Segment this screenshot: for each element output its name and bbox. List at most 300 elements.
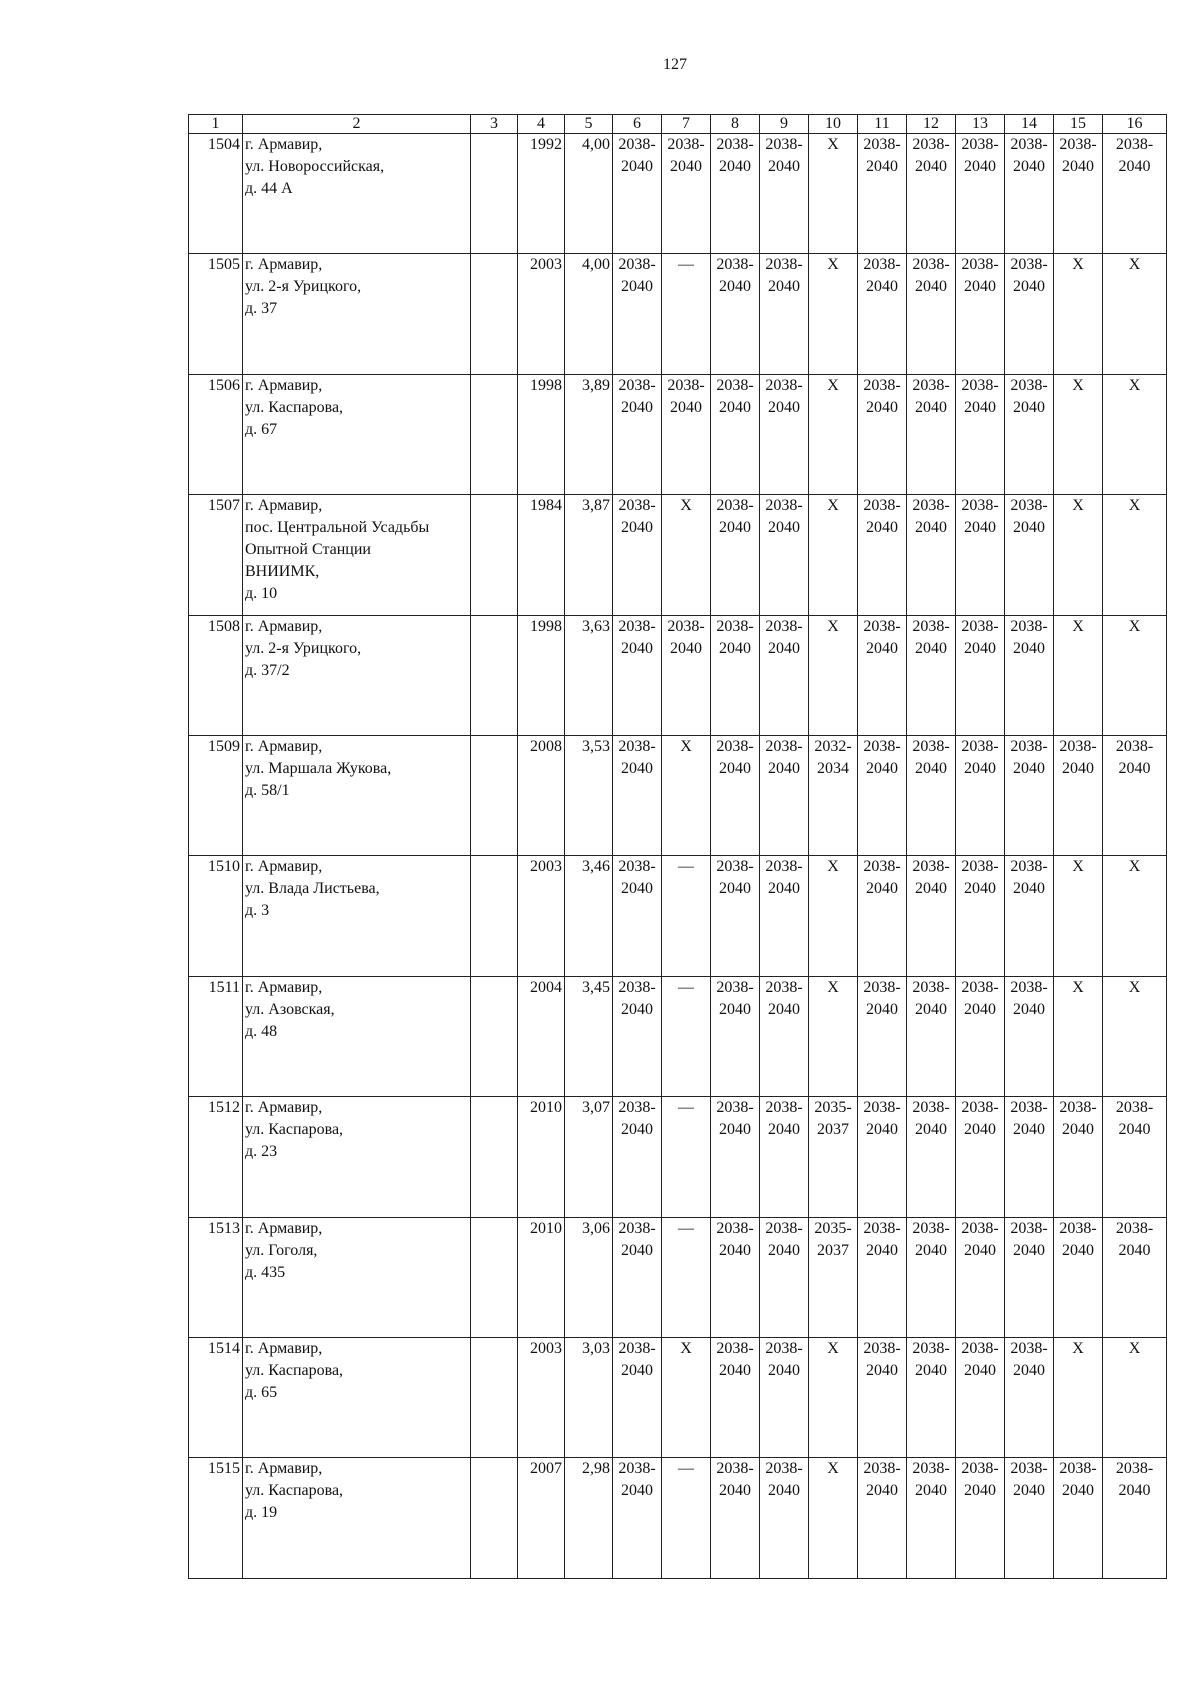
period-cell-col-14 <box>1005 134 1054 254</box>
address-line: г. Армавир, <box>245 376 323 394</box>
period-line: 2040 <box>964 519 996 537</box>
period-line: 2040 <box>719 1000 751 1018</box>
period-line: 2040 <box>866 639 898 657</box>
period-line: Х <box>1128 978 1141 996</box>
area-cell: 3,06 <box>565 1217 613 1337</box>
area-cell: 4,00 <box>565 134 613 254</box>
period-line: 2040 <box>1118 158 1151 175</box>
period-line: 2038- <box>618 1340 656 1358</box>
period-cell-col-9 <box>760 615 809 735</box>
table-row <box>189 254 1167 374</box>
period-line: 2040 <box>866 278 898 296</box>
address-cell <box>243 374 471 494</box>
period-line: 2040 <box>915 158 947 175</box>
table-row <box>189 374 1167 494</box>
period-line: 2038- <box>912 256 950 274</box>
period-cell-col-11 <box>858 495 907 615</box>
period-line: 2038- <box>618 858 656 876</box>
period-cell-col-9 <box>760 1217 809 1337</box>
period-cell-col-16 <box>1103 976 1167 1096</box>
period-cell-col-9 <box>760 1338 809 1458</box>
period-cell-col-6 <box>613 1458 662 1579</box>
period-line: 2040 <box>719 398 751 416</box>
period-cell-col-16 <box>1103 736 1167 856</box>
period-line: 2040 <box>768 880 800 898</box>
period-line: 2038- <box>1010 1460 1048 1478</box>
period-line: 2038- <box>1059 1099 1097 1117</box>
period-cell-col-6 <box>613 254 662 374</box>
table-body <box>189 134 1167 1579</box>
period-cell-col-14 <box>1005 615 1054 735</box>
period-line: 2038- <box>765 256 803 274</box>
period-line: 2038- <box>765 1099 803 1117</box>
period-cell-col-13 <box>956 856 1005 976</box>
period-line: 2038- <box>765 858 803 876</box>
period-cell-col-15 <box>1054 856 1103 976</box>
address-line: д. 67 <box>245 420 278 438</box>
period-line: 2038- <box>1059 738 1097 756</box>
period-line: 2040 <box>1013 760 1045 778</box>
address-line: ул. Каспарова, <box>245 1121 344 1139</box>
period-cell-col-12 <box>907 495 956 615</box>
column-3-cell <box>471 1097 518 1217</box>
table-row <box>189 615 1167 735</box>
period-line: Х <box>1072 858 1084 876</box>
period-line: 2040 <box>621 880 653 898</box>
period-line: 2038- <box>618 617 656 635</box>
period-cell-col-8 <box>711 736 760 856</box>
period-cell-col-7 <box>662 615 711 735</box>
address-cell <box>243 1097 471 1217</box>
period-cell-col-12 <box>907 254 956 374</box>
period-line: 2040 <box>1013 158 1045 175</box>
period-line: 2038- <box>912 1099 950 1117</box>
table-row <box>189 856 1167 976</box>
period-cell-col-10 <box>809 856 858 976</box>
period-line: 2040 <box>1013 278 1045 296</box>
table-row <box>189 976 1167 1096</box>
period-cell-col-10 <box>809 976 858 1096</box>
period-cell-col-11 <box>858 1097 907 1217</box>
period-cell-col-14 <box>1005 736 1054 856</box>
period-line: 2040 <box>621 1362 653 1380</box>
period-cell-col-10 <box>809 1217 858 1337</box>
period-line: 2038- <box>1010 136 1048 153</box>
column-header-1: 1 <box>189 115 243 134</box>
period-cell-col-8 <box>711 615 760 735</box>
address-line: Опытной Станции <box>245 541 371 559</box>
period-line: 2040 <box>621 1121 653 1139</box>
row-number: 1504 <box>189 134 243 254</box>
period-line: Х <box>827 376 839 394</box>
period-line: 2040 <box>1013 1362 1045 1380</box>
column-header-2: 2 <box>243 115 471 134</box>
period-line: 2040 <box>670 158 702 175</box>
address-line: д. 58/1 <box>245 782 290 800</box>
period-cell-col-8 <box>711 1338 760 1458</box>
period-cell-col-12 <box>907 1217 956 1337</box>
period-cell-col-9 <box>760 736 809 856</box>
area-cell: 2,98 <box>565 1458 613 1579</box>
period-line: 2040 <box>1013 519 1045 537</box>
address-line: д. 48 <box>245 1022 278 1040</box>
address-line: д. 65 <box>245 1384 278 1402</box>
period-line: 2040 <box>915 398 947 416</box>
period-cell-col-13 <box>956 134 1005 254</box>
period-cell-col-15 <box>1054 134 1103 254</box>
period-cell-col-10 <box>809 1097 858 1217</box>
table-header <box>189 115 1167 134</box>
period-cell-col-13 <box>956 374 1005 494</box>
period-cell-col-9 <box>760 134 809 254</box>
period-line: 2038- <box>1115 1099 1154 1117</box>
period-line: 2040 <box>964 1000 996 1018</box>
address-cell <box>243 736 471 856</box>
period-line: 2038- <box>618 738 656 756</box>
period-cell-col-9 <box>760 374 809 494</box>
period-line: 2038- <box>961 1099 999 1117</box>
period-line: 2038- <box>912 136 950 153</box>
area-cell: 3,03 <box>565 1338 613 1458</box>
period-line: 2038- <box>912 738 950 756</box>
period-line: 2040 <box>1118 1121 1151 1139</box>
period-line: 2038- <box>961 136 999 153</box>
period-line: 2038- <box>618 1099 656 1117</box>
period-line: 2040 <box>768 639 800 657</box>
period-cell-col-9 <box>760 976 809 1096</box>
period-line: 2038- <box>912 497 950 515</box>
address-line: ул. Азовская, <box>245 1000 335 1018</box>
period-line: 2040 <box>768 158 800 175</box>
period-line: 2038- <box>961 617 999 635</box>
period-line: 2040 <box>1062 1482 1094 1500</box>
address-cell <box>243 1458 471 1579</box>
period-cell-col-7 <box>662 134 711 254</box>
period-line: 2038- <box>1010 858 1048 876</box>
period-line: 2038- <box>765 136 803 153</box>
address-line: г. Армавир, <box>245 1460 323 1478</box>
period-line: 2038- <box>863 858 901 876</box>
period-line: 2038- <box>765 978 803 996</box>
table-row <box>189 1097 1167 1217</box>
column-header-10: 10 <box>809 115 858 134</box>
period-line: 2038- <box>618 1460 656 1478</box>
period-line: 2040 <box>866 398 898 416</box>
period-line: 2038- <box>618 136 656 153</box>
address-line: ул. Гоголя, <box>245 1241 318 1259</box>
area-cell: 3,46 <box>565 856 613 976</box>
row-number: 1510 <box>189 856 243 976</box>
period-line: 2038- <box>1010 376 1048 394</box>
period-cell-col-11 <box>858 134 907 254</box>
period-cell-col-14 <box>1005 254 1054 374</box>
period-line: 2038- <box>1010 1219 1048 1237</box>
period-cell-col-11 <box>858 1458 907 1579</box>
period-cell-col-16 <box>1103 374 1167 494</box>
period-line: 2038- <box>765 738 803 756</box>
period-cell-col-16 <box>1103 1458 1167 1579</box>
year-cell: 1998 <box>518 374 565 494</box>
column-header-8: 8 <box>711 115 760 134</box>
period-cell-col-14 <box>1005 856 1054 976</box>
period-cell-col-10 <box>809 495 858 615</box>
period-line: 2040 <box>915 519 947 537</box>
period-line: Х <box>1128 497 1141 515</box>
period-cell-col-8 <box>711 856 760 976</box>
period-line: 2040 <box>719 278 751 296</box>
address-cell <box>243 134 471 254</box>
period-line: 2038- <box>1010 497 1048 515</box>
period-cell-col-15 <box>1054 374 1103 494</box>
period-line: 2040 <box>915 760 947 778</box>
period-cell-col-9 <box>760 495 809 615</box>
column-3-cell <box>471 1217 518 1337</box>
address-line: г. Армавир, <box>245 978 323 996</box>
period-cell-col-9 <box>760 1097 809 1217</box>
period-line: 2040 <box>768 1000 800 1018</box>
period-cell-col-14 <box>1005 1338 1054 1458</box>
address-line: д. 23 <box>245 1143 278 1161</box>
period-cell-col-7 <box>662 1097 711 1217</box>
year-cell: 2008 <box>518 736 565 856</box>
period-line: Х <box>827 858 839 876</box>
period-line: 2040 <box>866 1241 898 1259</box>
period-cell-col-7 <box>662 374 711 494</box>
period-line: — <box>678 1099 694 1117</box>
period-line: 2038- <box>716 1340 754 1358</box>
row-number: 1511 <box>189 976 243 1096</box>
address-line: д. 44 А <box>245 180 293 197</box>
period-line: 2035- <box>814 1099 852 1117</box>
period-line: 2040 <box>1062 1121 1094 1139</box>
period-line: 2038- <box>912 376 950 394</box>
period-line: 2038- <box>716 497 754 515</box>
address-line: ул. Маршала Жукова, <box>245 760 392 778</box>
period-cell-col-11 <box>858 615 907 735</box>
period-cell-col-11 <box>858 1217 907 1337</box>
period-cell-col-14 <box>1005 1097 1054 1217</box>
period-line: Х <box>1128 1340 1141 1358</box>
period-line: 2038- <box>667 376 705 394</box>
address-line: ул. 2-я Урицкого, <box>245 639 362 657</box>
period-line: 2040 <box>670 398 702 416</box>
period-line: Х <box>827 497 839 515</box>
period-cell-col-7 <box>662 495 711 615</box>
period-line: 2040 <box>621 760 653 778</box>
address-line: ул. Новороссийская, <box>245 158 385 175</box>
period-line: 2038- <box>863 136 901 153</box>
period-line: 2040 <box>866 1121 898 1139</box>
column-header-6: 6 <box>613 115 662 134</box>
row-number: 1514 <box>189 1338 243 1458</box>
column-header-7: 7 <box>662 115 711 134</box>
period-line: Х <box>1072 617 1084 635</box>
address-line: д. 37 <box>245 300 278 318</box>
period-line: 2040 <box>964 880 996 898</box>
column-header-9: 9 <box>760 115 809 134</box>
period-cell-col-15 <box>1054 1458 1103 1579</box>
period-line: 2040 <box>964 1362 996 1380</box>
period-cell-col-13 <box>956 254 1005 374</box>
row-number: 1515 <box>189 1458 243 1579</box>
period-cell-col-15 <box>1054 1338 1103 1458</box>
column-3-cell <box>471 374 518 494</box>
area-cell: 3,89 <box>565 374 613 494</box>
period-cell-col-7 <box>662 1458 711 1579</box>
period-line: Х <box>827 136 839 153</box>
period-cell-col-8 <box>711 1217 760 1337</box>
period-cell-col-13 <box>956 1458 1005 1579</box>
period-line: 2040 <box>866 760 898 778</box>
area-cell: 3,87 <box>565 495 613 615</box>
period-cell-col-11 <box>858 254 907 374</box>
period-cell-col-15 <box>1054 495 1103 615</box>
period-cell-col-10 <box>809 1338 858 1458</box>
period-cell-col-12 <box>907 1338 956 1458</box>
period-cell-col-13 <box>956 615 1005 735</box>
period-line: 2040 <box>964 278 996 296</box>
period-cell-col-9 <box>760 1458 809 1579</box>
address-cell <box>243 1217 471 1337</box>
column-header-13: 13 <box>956 115 1005 134</box>
address-line: г. Армавир, <box>245 1340 323 1358</box>
address-cell <box>243 495 471 615</box>
address-line: ул. Каспарова, <box>245 1362 344 1380</box>
period-line: 2040 <box>1013 1121 1045 1139</box>
address-cell <box>243 976 471 1096</box>
period-cell-col-14 <box>1005 374 1054 494</box>
period-line: 2040 <box>1062 158 1094 175</box>
address-line: г. Армавир, <box>245 256 323 274</box>
row-number: 1509 <box>189 736 243 856</box>
address-line: г. Армавир, <box>245 1219 323 1237</box>
period-line: Х <box>827 978 839 996</box>
period-line: 2040 <box>1118 1241 1151 1259</box>
period-line: 2038- <box>618 376 656 394</box>
period-line: 2040 <box>719 1362 751 1380</box>
column-header-5: 5 <box>565 115 613 134</box>
period-line: 2038- <box>618 256 656 274</box>
period-cell-col-10 <box>809 254 858 374</box>
period-line: 2038- <box>863 617 901 635</box>
period-cell-col-13 <box>956 1217 1005 1337</box>
period-line: Х <box>1128 617 1141 635</box>
period-line: 2040 <box>768 760 800 778</box>
address-line: д. 10 <box>245 585 278 603</box>
period-line: 2038- <box>1115 1219 1154 1237</box>
period-cell-col-12 <box>907 134 956 254</box>
period-line: 2038- <box>716 1460 754 1478</box>
address-line: г. Армавир, <box>245 738 323 756</box>
period-line: 2038- <box>863 376 901 394</box>
period-line: 2038- <box>716 738 754 756</box>
period-cell-col-12 <box>907 1458 956 1579</box>
period-line: 2040 <box>866 1000 898 1018</box>
address-cell <box>243 254 471 374</box>
period-line: 2038- <box>1010 1340 1048 1358</box>
address-line: г. Армавир, <box>245 497 323 515</box>
period-line: Х <box>1072 1340 1084 1358</box>
period-line: 2038- <box>716 136 754 153</box>
address-cell <box>243 856 471 976</box>
period-line: 2040 <box>621 519 653 537</box>
period-line: 2038- <box>765 617 803 635</box>
table-row <box>189 1338 1167 1458</box>
period-cell-col-6 <box>613 374 662 494</box>
address-line: г. Армавир, <box>245 858 323 876</box>
period-line: 2040 <box>719 158 751 175</box>
year-cell: 2003 <box>518 1338 565 1458</box>
period-line: — <box>678 1219 694 1237</box>
period-cell-col-12 <box>907 976 956 1096</box>
period-cell-col-6 <box>613 736 662 856</box>
address-line: ул. Влада Листьева, <box>245 880 380 898</box>
period-cell-col-12 <box>907 856 956 976</box>
period-line: 2040 <box>1013 1241 1045 1259</box>
column-header-16: 16 <box>1103 115 1167 134</box>
column-header-12: 12 <box>907 115 956 134</box>
column-3-cell <box>471 856 518 976</box>
period-line: 2040 <box>719 880 751 898</box>
period-line: 2035- <box>814 1219 852 1237</box>
period-cell-col-10 <box>809 615 858 735</box>
period-line: 2038- <box>863 256 901 274</box>
period-line: 2040 <box>621 1241 653 1259</box>
period-line: 2038- <box>863 1340 901 1358</box>
period-line: — <box>678 256 694 274</box>
year-cell: 1992 <box>518 134 565 254</box>
period-line: 2038- <box>1115 136 1154 153</box>
period-line: 2038- <box>1115 1460 1154 1478</box>
column-3-cell <box>471 134 518 254</box>
address-line: д. 19 <box>245 1504 278 1522</box>
period-line: — <box>678 978 694 996</box>
period-cell-col-16 <box>1103 856 1167 976</box>
period-line: 2040 <box>621 398 653 416</box>
period-cell-col-8 <box>711 254 760 374</box>
period-line: 2040 <box>866 880 898 898</box>
period-line: 2040 <box>768 278 800 296</box>
period-cell-col-9 <box>760 254 809 374</box>
period-cell-col-6 <box>613 615 662 735</box>
period-cell-col-11 <box>858 374 907 494</box>
row-number: 1507 <box>189 495 243 615</box>
period-cell-col-12 <box>907 736 956 856</box>
period-line: 2040 <box>915 639 947 657</box>
period-line: 2038- <box>912 858 950 876</box>
period-line: 2040 <box>964 398 996 416</box>
row-number: 1506 <box>189 374 243 494</box>
period-line: Х <box>680 497 692 515</box>
period-line: 2040 <box>1013 880 1045 898</box>
period-line: 2038- <box>618 1219 656 1237</box>
period-line: 2038- <box>961 1219 999 1237</box>
period-cell-col-15 <box>1054 1097 1103 1217</box>
period-line: 2040 <box>1013 398 1045 416</box>
period-line: 2038- <box>716 1099 754 1117</box>
table-row <box>189 134 1167 254</box>
period-line: 2038- <box>1059 1460 1097 1478</box>
row-number: 1513 <box>189 1217 243 1337</box>
address-line: г. Армавир, <box>245 617 323 635</box>
period-cell-col-11 <box>858 1338 907 1458</box>
column-3-cell <box>471 495 518 615</box>
period-cell-col-10 <box>809 736 858 856</box>
period-cell-col-8 <box>711 495 760 615</box>
year-cell: 1998 <box>518 615 565 735</box>
period-cell-col-6 <box>613 1217 662 1337</box>
period-line: 2038- <box>667 136 705 153</box>
